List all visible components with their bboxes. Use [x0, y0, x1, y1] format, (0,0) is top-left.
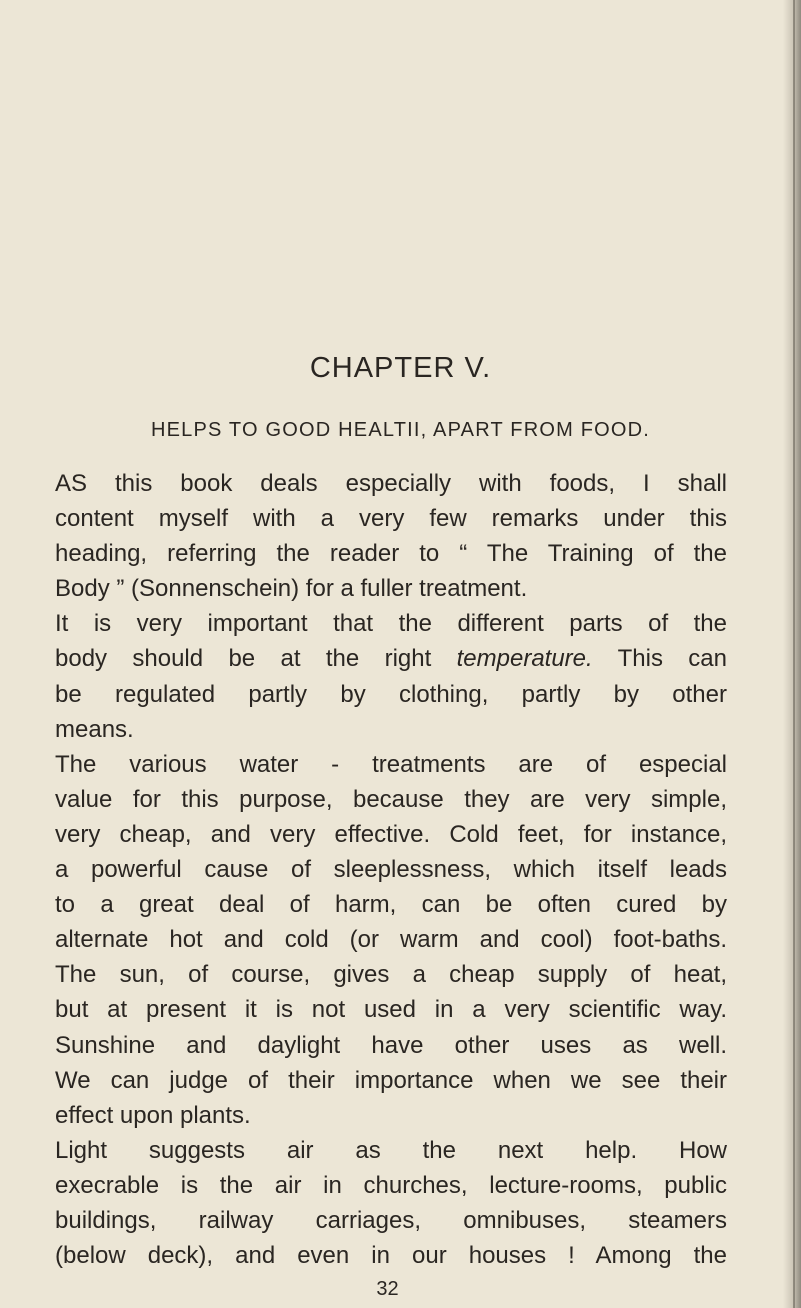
text-line: Light suggests air as the next help. How: [55, 1136, 727, 1164]
page-number: 32: [376, 1278, 399, 1300]
text-line: body should be at the right temperature. This can: [55, 645, 727, 673]
text-line: effect upon plants.: [55, 1101, 251, 1129]
chapter-title: CHAPTER V.: [309, 352, 492, 384]
emphasis-temperature: temperature.: [456, 645, 593, 673]
text-line: Body ” (Sonnenschein) for a fuller treatment.: [55, 575, 528, 603]
body-text: [55, 466, 727, 1273]
text-line: content myself with a very few remarks under this: [55, 505, 727, 533]
text-line: but at present it is not used in a very scientific way.: [55, 996, 727, 1024]
text-line: heading, referring the reader to “ The Training of the: [55, 540, 727, 568]
text-line: execrable is the air in churches, lecture-rooms, public: [55, 1171, 727, 1199]
text-line: (below deck), and even in our houses ! Among the: [55, 1242, 727, 1270]
text-line: value for this purpose, because they are very simple,: [55, 785, 727, 813]
text-line: a powerful cause of sleeplessness, which itself leads: [55, 856, 727, 884]
text-line: AS this book deals especially with foods, I shall: [55, 470, 727, 497]
text-line: be regulated partly by clothing, partly by other: [55, 680, 727, 708]
page-edge-shadow: [783, 0, 801, 1308]
text-line: The various water - treatments are of especial: [55, 750, 727, 778]
text-line: We can judge of their importance when we see their: [55, 1066, 727, 1094]
text-line: very cheap, and very effective. Cold feet, for instance,: [55, 820, 727, 848]
text-line: buildings, railway carriages, omnibuses, steamers: [55, 1206, 727, 1234]
text-line: It is very important that the different parts of the: [55, 610, 727, 638]
text-line: The sun, of course, gives a cheap supply of heat,: [55, 961, 727, 989]
page-edge-line: [793, 0, 795, 1308]
section-heading: HELPS TO GOOD HEALTII, APART FROM FOOD.: [150, 419, 651, 441]
text-line: alternate hot and cold (or warm and cool) foot-baths.: [55, 926, 727, 954]
text-line: to a great deal of harm, can be often cured by: [55, 891, 727, 919]
text-line: means.: [55, 715, 134, 743]
text-line: Sunshine and daylight have other uses as well.: [55, 1031, 727, 1059]
